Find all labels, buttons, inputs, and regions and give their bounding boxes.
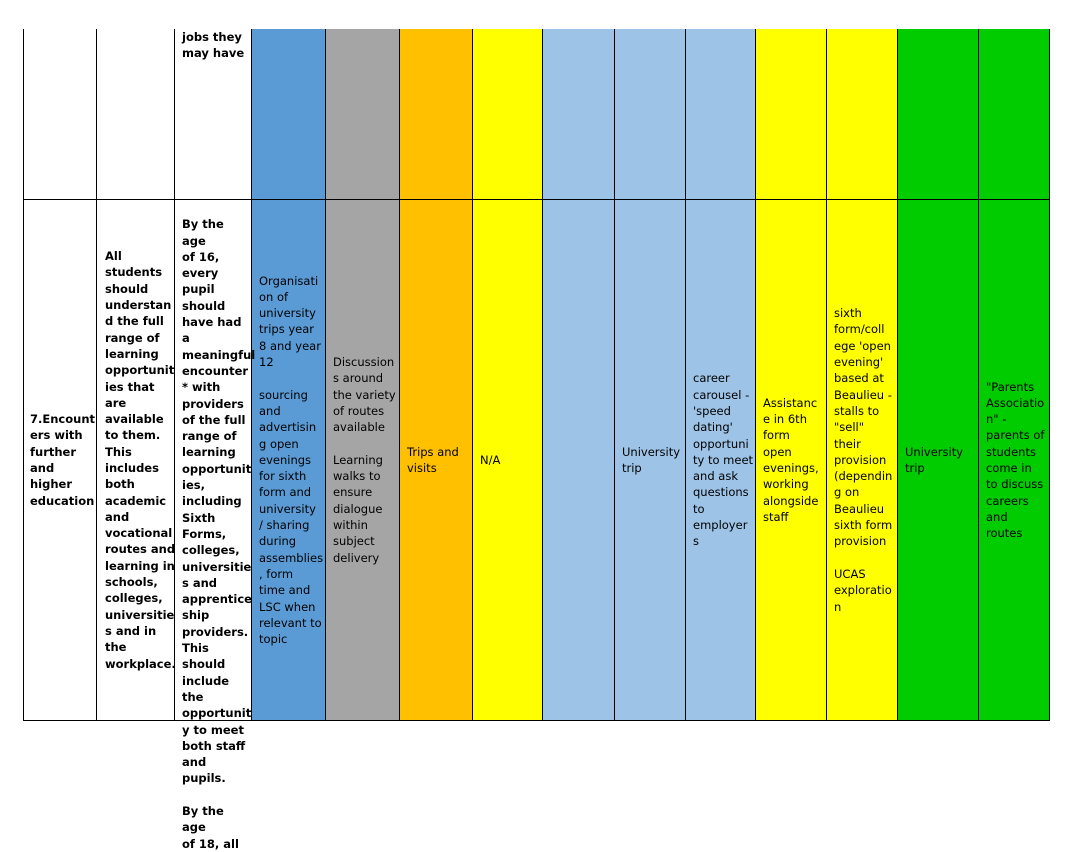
yellow3-activity-text: sixth form/coll ege 'open evening' based at Beaulieu - stalls to "sell" their provision (dependin g on Beaulieu sixth form provision UCAS exploratio n xyxy=(834,306,893,614)
orange-activity-text: Trips and visits xyxy=(407,444,459,475)
yellow1-activity-text: N/A xyxy=(480,452,501,467)
lightblue1-activity-cell xyxy=(543,200,614,720)
benchmark-title-cell xyxy=(24,200,96,720)
yellow2-activity-cell xyxy=(756,200,826,720)
benchmark-description-cell xyxy=(97,200,174,720)
benchmark-criteria-cell xyxy=(175,200,256,851)
blue-activity-text: Organisati on of university trips year 8 and year 12 sourcing and advertisin g open evenings for sixth form and university / sharing during assemblies , form time and LSC when relevant to topic xyxy=(259,273,324,647)
benchmark-description: All students should understan d the full range of learning opportunit ies that are available to them. This includes both academic and vocational routes and learning in schools, colleges, universitie s and in the workplace. xyxy=(105,249,176,671)
table-bottom-border xyxy=(23,720,1050,721)
green1-activity-cell xyxy=(898,200,978,720)
green2-activity-cell xyxy=(979,200,1049,720)
lightblue3-activity-text: career carousel - 'speed dating' opportuni ty to meet and ask questions to employer s xyxy=(693,371,754,549)
col-border xyxy=(1049,29,1050,721)
orange-activity-cell xyxy=(400,200,472,720)
lightblue2-activity-cell xyxy=(615,200,685,720)
blue-activity-cell xyxy=(252,200,325,720)
grey-activity-text: Discussion s around the variety of routes available Learning walks to ensure dialogue within subject delivery xyxy=(333,355,396,565)
yellow1-activity-cell xyxy=(473,200,542,720)
green1-activity-text: University trip xyxy=(905,444,964,475)
lightblue2-activity-text: University trip xyxy=(622,444,681,475)
green2-activity-text: "Parents Associatio n" - parents of students come in to discuss careers and routes xyxy=(986,379,1045,541)
yellow2-activity-text: Assistanc e in 6th form open evenings, working alongside staff xyxy=(763,395,819,524)
benchmark-title: 7.Encount ers with further and higher education xyxy=(30,412,96,508)
yellow3-activity-cell xyxy=(827,200,897,720)
top-row-criteria-cell: jobs they may have xyxy=(182,30,245,61)
lightblue3-activity-cell xyxy=(686,200,755,720)
grey-activity-cell xyxy=(326,200,399,720)
benchmark-criteria: By the age of 16, every pupil should have had a meaningful encounter * with providers of the full range of learning opportunit ies, including Sixth Forms, colleges, universitie s and apprentice ship providers. This should include the opportunit y to meet both staff and pupils. By the age of 18, all xyxy=(182,217,256,851)
